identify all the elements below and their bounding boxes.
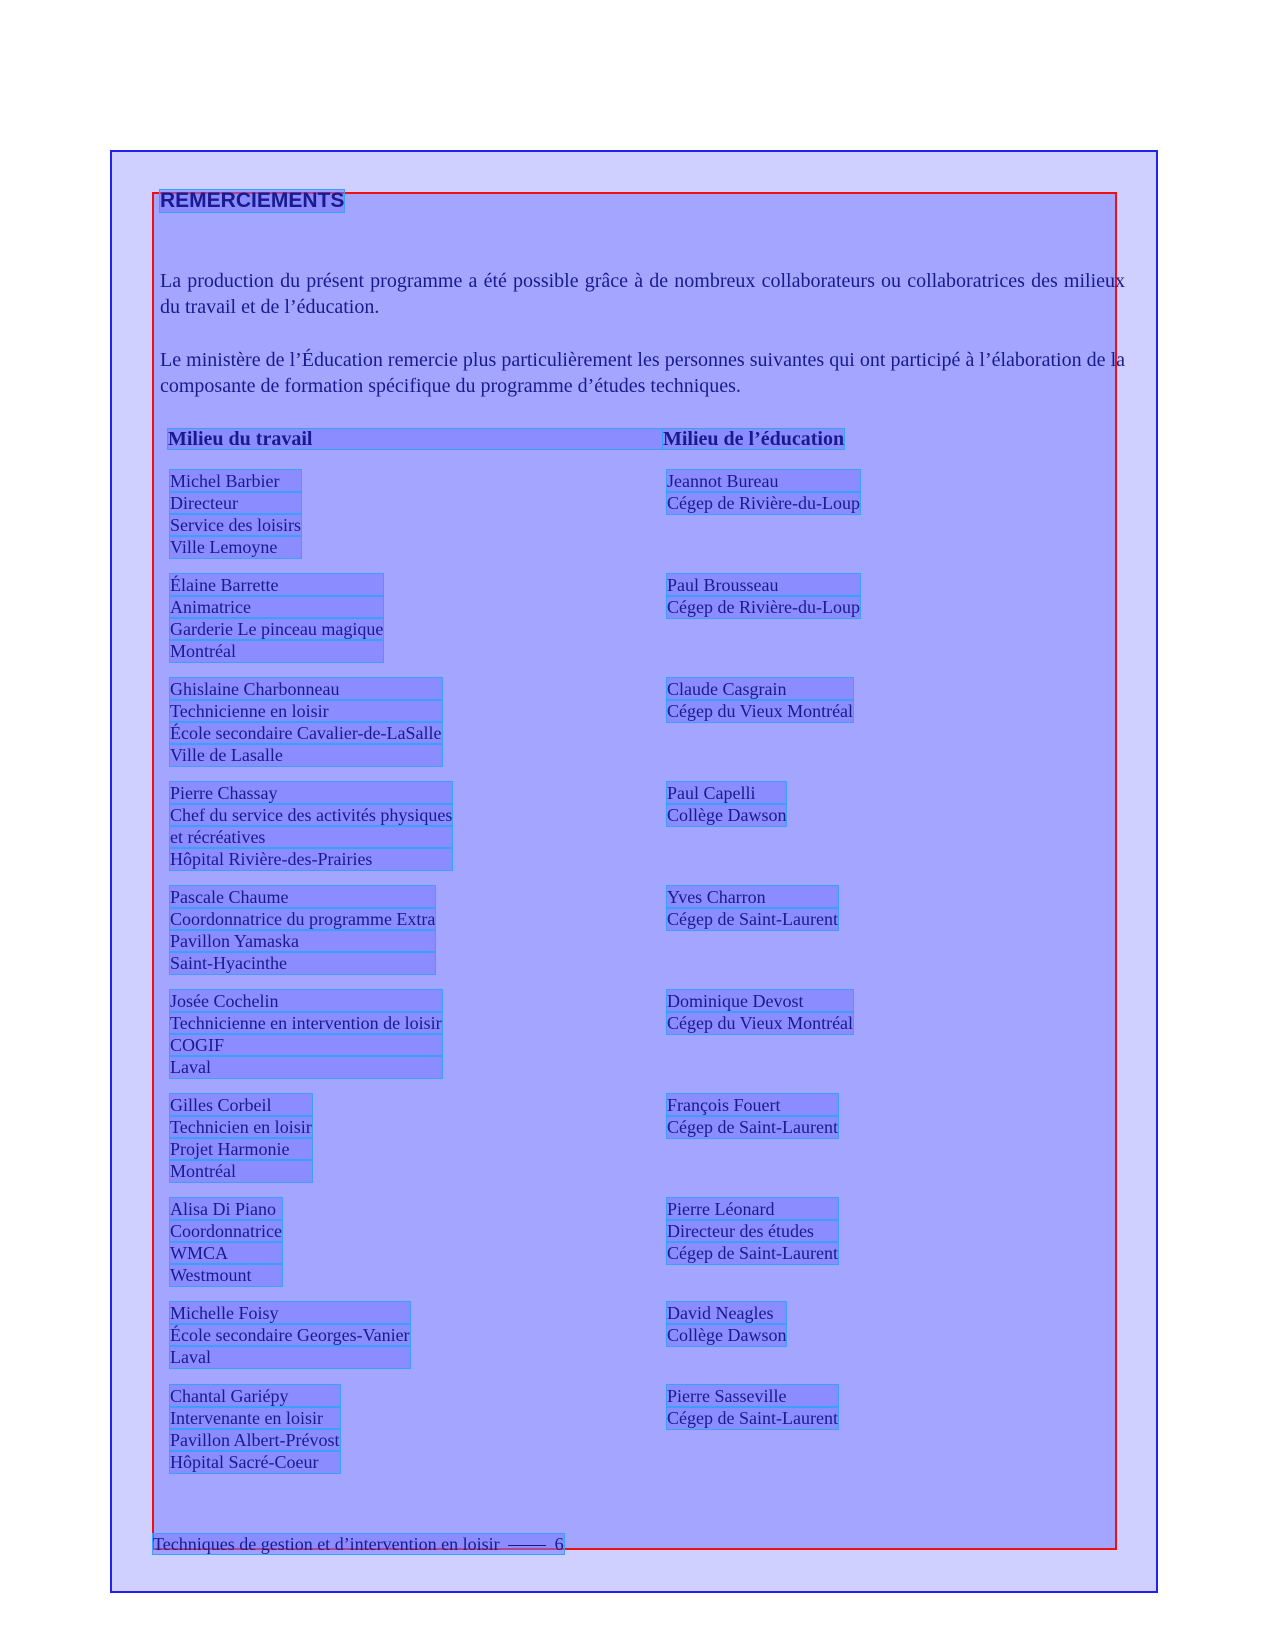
person-title: Chef du service des activités physiques [170,805,453,825]
person-institution: Cégep de Saint-Laurent [667,1117,838,1137]
person-name: Yves Charron [667,886,838,908]
person-institution: Collège Dawson [667,805,787,825]
person-name: Élaine Barrette [170,574,383,596]
person-institution: Cégep de Saint-Laurent [667,909,838,929]
person-location: Montréal [170,640,383,662]
person-organization: Pavillon Yamaska [170,930,435,952]
education-entry [667,678,853,722]
person-title: Directeur [170,492,301,514]
person-name: Dominique Devost [667,990,853,1012]
person-organization: WMCA [170,1242,282,1264]
education-entry [667,886,838,930]
intro-paragraph: La production du présent programme a été possible grâce à de nombreux collaborateurs ou collaboratrices des milieux du travail et de l’éducation. [160,270,1125,318]
person-institution: Collège Dawson [667,1325,787,1345]
person-title: Technicienne en intervention de loisir [170,1013,442,1033]
person-name: Michel Barbier [170,470,301,492]
person-name: David Neagles [667,1302,786,1324]
person-name: Claude Casgrain [667,678,853,700]
work-entry [170,1385,340,1473]
work-entry [170,1198,282,1286]
work-entry [170,886,435,974]
person-name: Ghislaine Charbonneau [170,678,442,700]
education-entry [667,1198,838,1264]
person-title: Technicien en loisir [170,1117,312,1137]
work-entry [170,574,383,662]
person-location: Hôpital Sacré-Coeur [170,1451,340,1473]
education-entry [667,574,860,618]
person-organization: Service des loisirs [170,515,301,535]
person-organization: Hôpital Rivière-des-Prairies [170,848,452,870]
person-title: Animatrice [170,596,383,618]
person-institution: Cégep du Vieux Montréal [667,701,854,721]
footer-document-title: Techniques de gestion et d’intervention en loisir [153,1534,500,1554]
work-entry [170,470,301,558]
person-organization: Pavillon Albert-Prévost [170,1430,340,1450]
person-name: Pierre Sasseville [667,1385,838,1407]
person-organization: École secondaire Georges-Vanier [170,1325,410,1345]
person-institution: Cégep de Saint-Laurent [667,1408,838,1428]
person-title: Intervenante en loisir [170,1407,340,1429]
person-institution: Cégep de Saint-Laurent [667,1243,838,1263]
person-institution: Cégep du Vieux Montréal [667,1013,854,1033]
person-title-continued: et récréatives [170,826,452,848]
education-entry [667,782,786,826]
person-name: Alisa Di Piano [170,1198,282,1220]
person-name: Michelle Foisy [170,1302,410,1324]
person-location: Laval [170,1346,410,1368]
person-organization: École secondaire Cavalier-de-LaSalle [170,723,442,743]
work-entry [170,1302,410,1368]
person-location: Montréal [170,1160,312,1182]
person-name: Pierre Chassay [170,782,452,804]
education-entry [667,1094,838,1138]
person-name: Jeannot Bureau [667,470,860,492]
work-entry [170,678,442,766]
work-entry [170,782,452,870]
footer-rule [508,1545,546,1546]
person-institution: Cégep de Rivière-du-Loup [667,597,860,617]
person-name: Chantal Gariépy [170,1385,340,1407]
person-organization: Garderie Le pinceau magique [170,619,384,639]
education-entry [667,1385,838,1429]
person-location: Ville Lemoyne [170,536,301,558]
thanks-paragraph: Le ministère de l’Éducation remercie plus particulièrement les personnes suivantes qui ont participé à l’élaboration de la composante de formation spécifique du programme d’études techniques. [160,349,1125,397]
person-name: Josée Cochelin [170,990,442,1012]
person-name: Gilles Corbeil [170,1094,312,1116]
person-institution: Cégep de Rivière-du-Loup [667,493,860,513]
footer-page-number: 6 [554,1534,564,1554]
person-location: Westmount [170,1264,282,1286]
person-organization: COGIF [170,1034,442,1056]
person-name: Paul Brousseau [667,574,860,596]
person-name: Pierre Léonard [667,1198,838,1220]
person-title: Directeur des études [667,1220,838,1242]
column-heading-education: Milieu de l’éducation [663,428,845,450]
work-entry [170,990,442,1078]
page-title: REMERCIEMENTS [160,189,345,212]
person-location: Laval [170,1056,442,1078]
person-location: Saint-Hyacinthe [170,952,435,974]
page-footer [153,1534,564,1554]
person-title: Coordonnatrice du programme Extra [170,909,436,929]
person-title: Technicienne en loisir [170,700,442,722]
person-title: Coordonnatrice [170,1221,282,1241]
person-organization: Projet Harmonie [170,1138,312,1160]
person-location: Ville de Lasalle [170,744,442,766]
education-entry [667,470,860,514]
education-entry [667,1302,786,1346]
column-heading-work: Milieu du travail [168,429,662,449]
person-name: Pascale Chaume [170,886,435,908]
person-name: François Fouert [667,1094,838,1116]
person-name: Paul Capelli [667,782,786,804]
education-entry [667,990,853,1034]
work-entry [170,1094,312,1182]
